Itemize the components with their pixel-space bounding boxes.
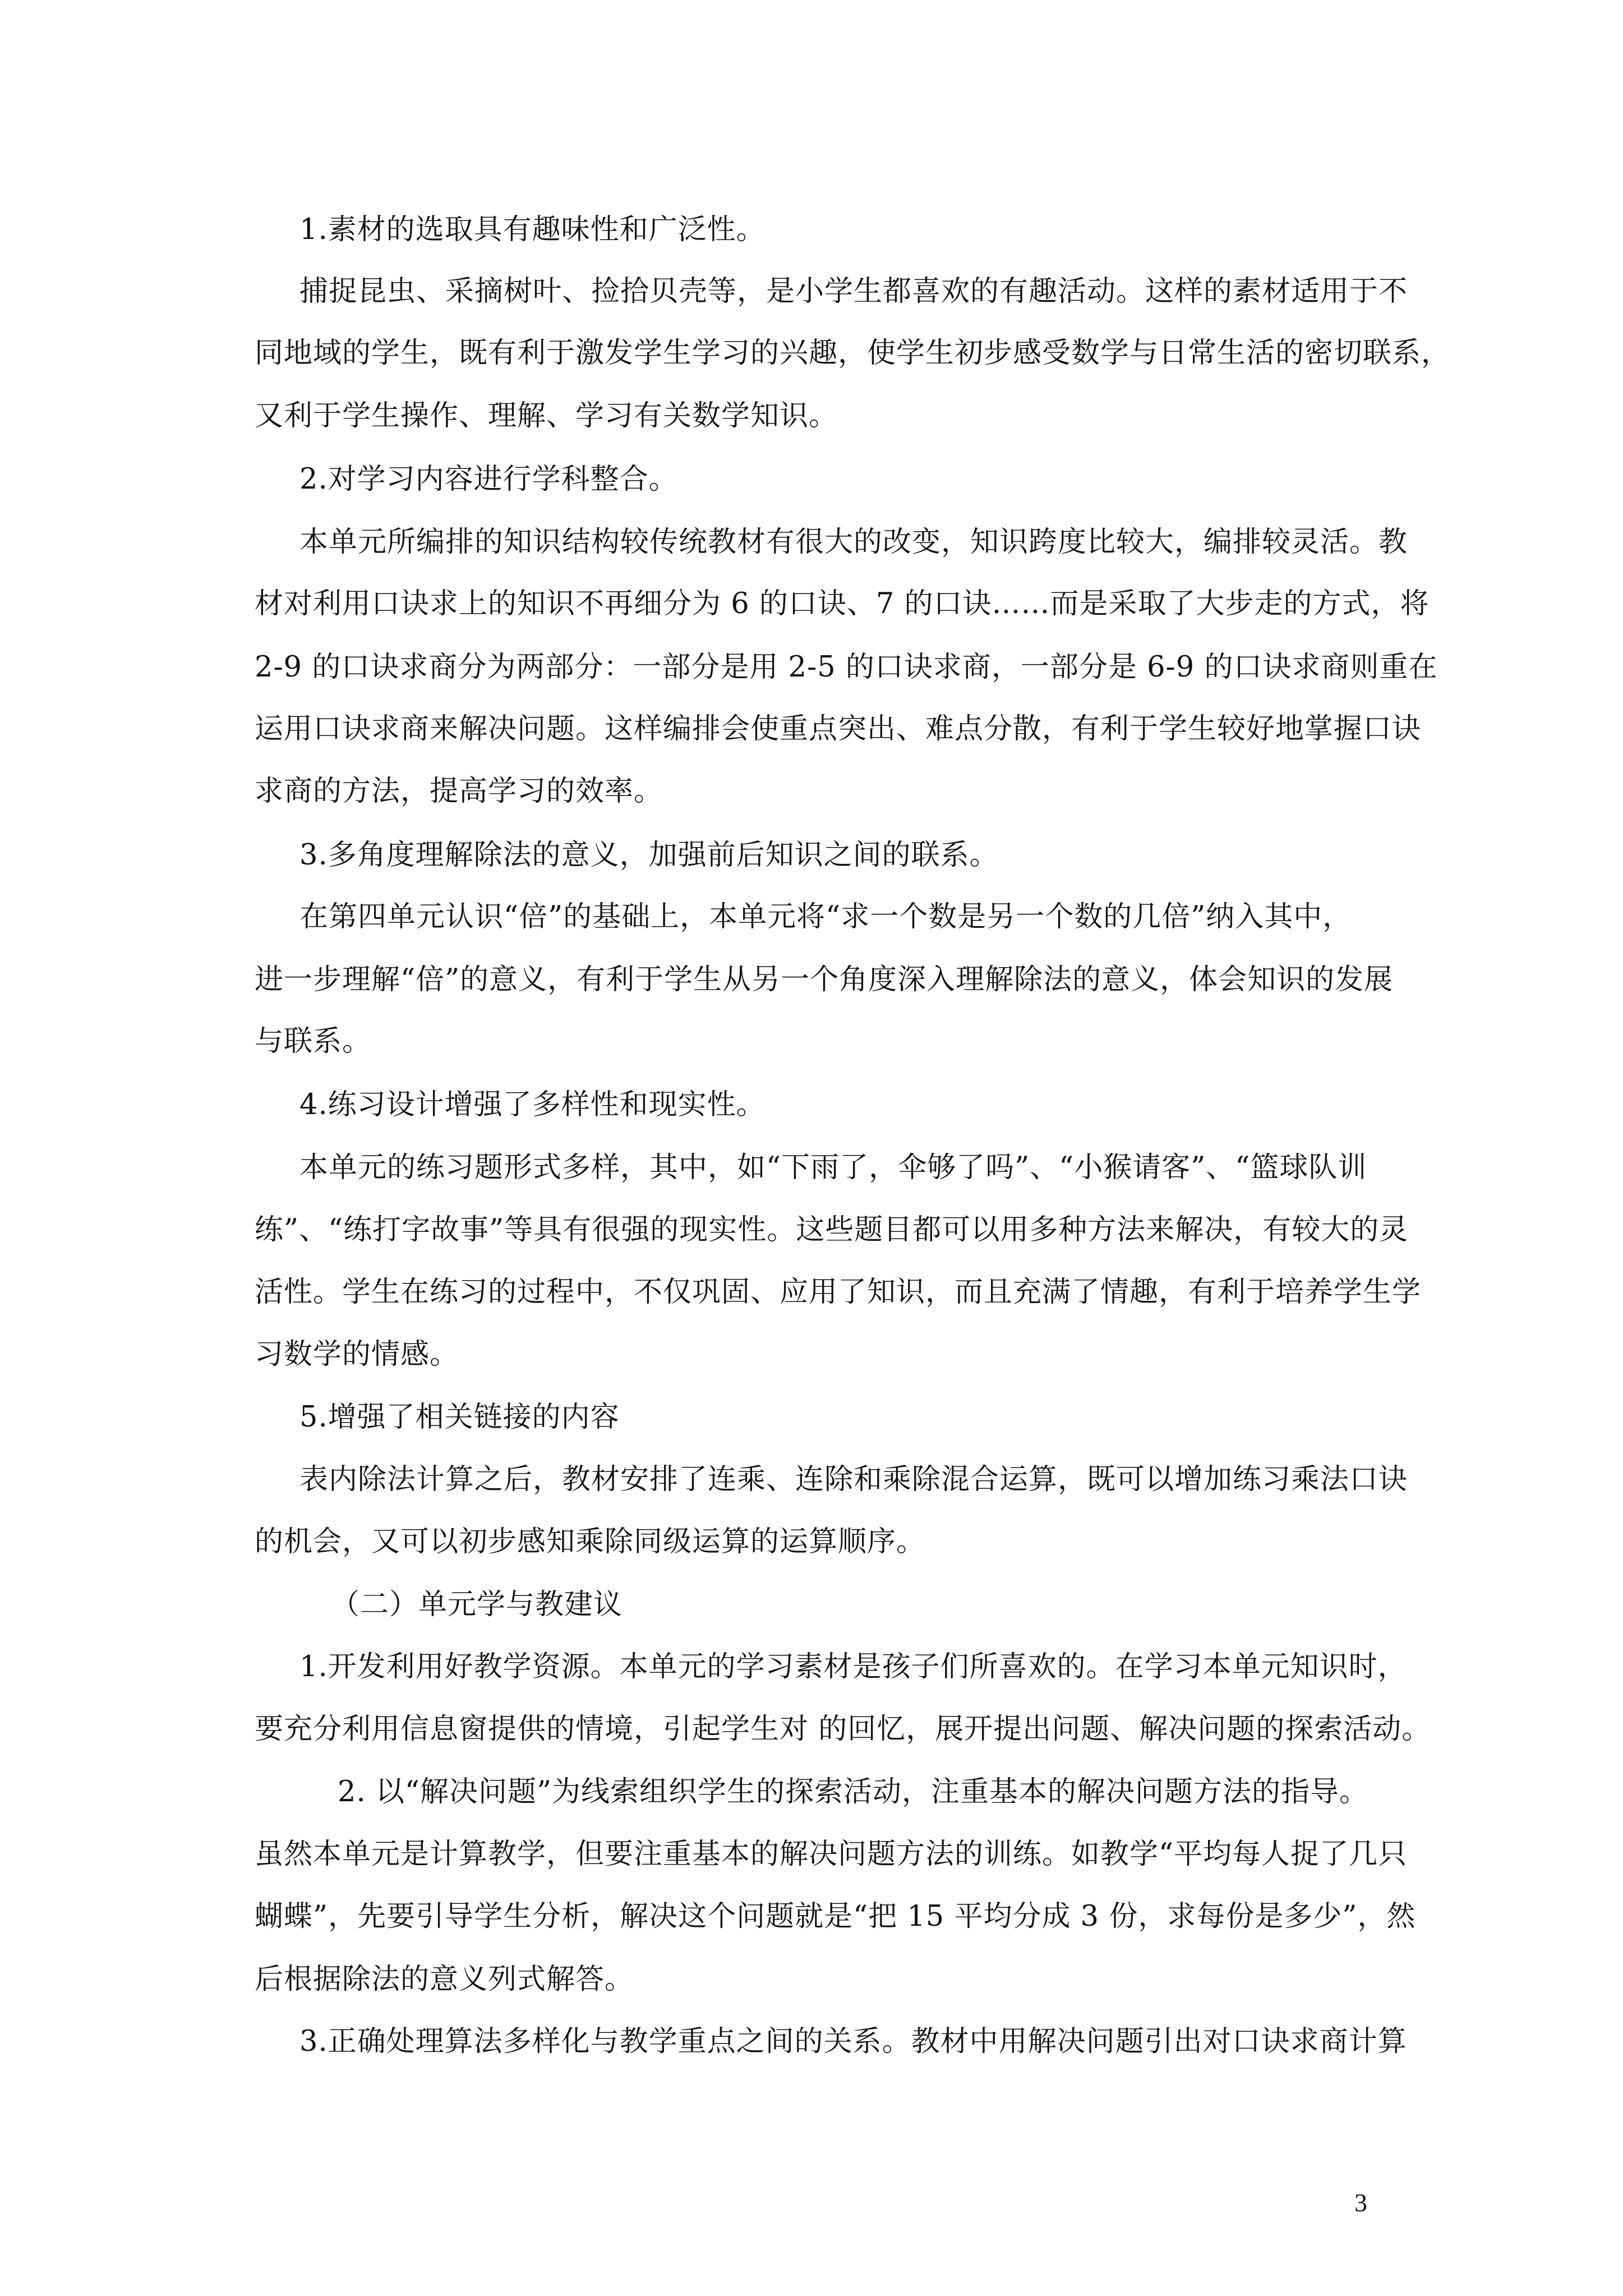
- paragraph-line: 1.开发利用好教学资源。本单元的学习素材是孩子们所喜欢的。在学习本单元知识时，: [299, 1650, 1407, 1683]
- paragraph-line: 与联系。: [255, 1025, 372, 1058]
- paragraph-line: 表内除法计算之后，教材安排了连乘、连除和乘除混合运算，既可以增加练习乘法口诀: [299, 1463, 1408, 1496]
- section-heading: （二）单元学与教建议: [331, 1588, 623, 1621]
- item-heading-3: 3.多角度理解除法的意义，加强前后知识之间的联系。: [299, 839, 999, 872]
- page-number: 3: [1354, 2188, 1367, 2217]
- item-heading-2: 2.对学习内容进行学科整合。: [299, 463, 678, 496]
- paragraph-line: 本单元所编排的知识结构较传统教材有很大的改变，知识跨度比较大，编排较灵活。教: [299, 526, 1408, 559]
- paragraph-line: 后根据除法的意义列式解答。: [255, 1963, 634, 1996]
- paragraph-line: 虽然本单元是计算教学，但要注重基本的解决问题方法的训练。如教学“平均每人捉了几只: [255, 1838, 1408, 1871]
- paragraph-line: 材对利用口诀求上的知识不再细分为 6 的口诀、7 的口诀……而是采取了大步走的方式，将: [255, 587, 1430, 620]
- paragraph-line: 2. 以“解决问题”为线索组织学生的探索活动，注重基本的解决问题方法的指导。: [338, 1775, 1369, 1809]
- paragraph-line: 进一步理解“倍”的意义，有利于学生从另一个角度深入理解除法的意义，体会知识的发展: [255, 963, 1394, 996]
- paragraph-line: 同地域的学生，既有利于激发学生学习的兴趣，使学生初步感受数学与日常生活的密切联系，: [255, 337, 1451, 370]
- paragraph-line: 捕捉昆虫、采摘树叶、捡拾贝壳等，是小学生都喜欢的有趣活动。这样的素材适用于不: [299, 275, 1408, 308]
- paragraph-line: 活性。学生在练习的过程中，不仅巩固、应用了知识，而且充满了情趣，有利于培养学生学: [255, 1276, 1422, 1309]
- item-heading-1: 1.素材的选取具有趣味性和广泛性。: [299, 213, 766, 246]
- paragraph-line: 要充分利用信息窗提供的情境，引起学生对 的回忆，展开提出问题、解决问题的探索活动。: [255, 1713, 1431, 1746]
- paragraph-line: 又利于学生操作、理解、学习有关数学知识。: [255, 399, 838, 432]
- paragraph-line: 运用口诀求商来解决问题。这样编排会使重点突出、难点分散，有利于学生较好地掌握口诀: [255, 712, 1422, 746]
- paragraph-line: 在第四单元认识“倍”的基础上，本单元将“求一个数是另一个数的几倍”纳入其中，: [299, 900, 1352, 933]
- paragraph-line: 练”、“练打字故事”等具有很强的现实性。这些题目都可以用多种方法来解决，有较大的灵: [255, 1213, 1409, 1246]
- item-heading-5: 5.增强了相关链接的内容: [299, 1401, 620, 1434]
- paragraph-line: 3.正确处理算法多样化与教学重点之间的关系。教材中用解决问题引出对口诀求商计算: [299, 2025, 1407, 2058]
- paragraph-line: 习数学的情感。: [255, 1338, 459, 1371]
- paragraph-line: 本单元的练习题形式多样，其中，如“下雨了，伞够了吗”、“小猴请客”、“篮球队训: [299, 1151, 1367, 1184]
- paragraph-line: 2-9 的口诀求商分为两部分：一部分是用 2-5 的口诀求商，一部分是 6-9 的口诀求商则重在: [255, 651, 1438, 684]
- item-heading-4: 4.练习设计增强了多样性和现实性。: [299, 1088, 766, 1121]
- paragraph-line: 的机会，又可以初步感知乘除同级运算的运算顺序。: [255, 1525, 926, 1558]
- paragraph-line: 求商的方法，提高学习的效率。: [255, 775, 663, 808]
- paragraph-line: 蝴蝶”，先要引导学生分析，解决这个问题就是“把 15 平均分成 3 份，求每份是多少”，然: [255, 1900, 1416, 1933]
